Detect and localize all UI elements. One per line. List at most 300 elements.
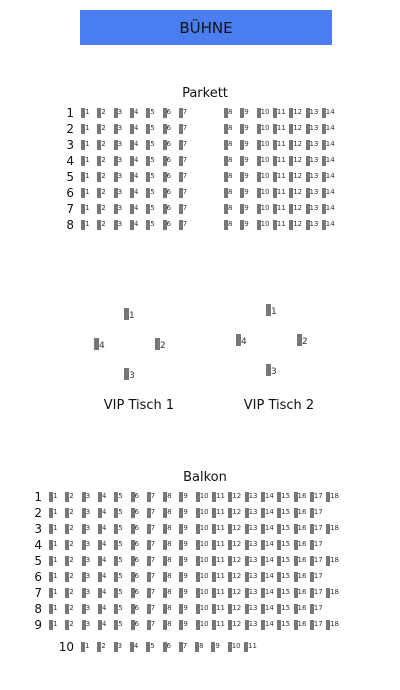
balkon-seat[interactable] — [163, 619, 175, 631]
balkon-seat[interactable] — [131, 523, 143, 535]
balkon-seat[interactable] — [212, 619, 224, 631]
balkon-seat[interactable] — [81, 641, 93, 653]
parkett-seat[interactable] — [322, 123, 334, 135]
balkon-seat[interactable] — [277, 523, 289, 535]
balkon-seat[interactable] — [65, 587, 77, 599]
balkon-seat[interactable] — [196, 603, 208, 615]
parkett-seat[interactable] — [163, 123, 175, 135]
parkett-seat[interactable] — [306, 171, 318, 183]
balkon-seat[interactable] — [49, 539, 61, 551]
balkon-seat[interactable] — [98, 587, 110, 599]
balkon-seat[interactable] — [131, 587, 143, 599]
parkett-seat[interactable] — [146, 107, 158, 119]
parkett-seat[interactable] — [114, 171, 126, 183]
parkett-seat[interactable] — [146, 203, 158, 215]
parkett-seat[interactable] — [306, 139, 318, 151]
balkon-seat[interactable] — [294, 571, 306, 583]
balkon-seat[interactable] — [212, 571, 224, 583]
parkett-row-label: 1 — [66, 106, 74, 120]
balkon-seat[interactable] — [98, 491, 110, 503]
parkett-seat[interactable] — [257, 203, 269, 215]
parkett-seat[interactable] — [130, 171, 142, 183]
balkon-seat[interactable] — [212, 587, 224, 599]
balkon-seat[interactable] — [326, 523, 338, 535]
parkett-seat[interactable] — [322, 155, 334, 167]
parkett-seat[interactable] — [306, 203, 318, 215]
balkon-seat[interactable] — [131, 619, 143, 631]
balkon-seat[interactable] — [65, 539, 77, 551]
balkon-seat[interactable] — [261, 507, 273, 519]
balkon-seat[interactable] — [82, 587, 94, 599]
balkon-seat[interactable] — [114, 539, 126, 551]
balkon-seat[interactable] — [179, 603, 191, 615]
balkon-seat[interactable] — [179, 641, 191, 653]
balkon-seat[interactable] — [310, 555, 322, 567]
balkon-seat[interactable] — [228, 619, 240, 631]
balkon-seat[interactable] — [82, 619, 94, 631]
parkett-seat[interactable] — [240, 155, 252, 167]
balkon-seat[interactable] — [228, 539, 240, 551]
seat-back-icon — [163, 508, 167, 518]
parkett-seat[interactable] — [114, 139, 126, 151]
vip-seat[interactable] — [155, 338, 171, 352]
seat-number: 17 — [313, 588, 323, 596]
balkon-seat[interactable] — [244, 641, 256, 653]
parkett-seat[interactable] — [240, 187, 252, 199]
balkon-seat[interactable] — [245, 491, 257, 503]
parkett-seat[interactable] — [322, 107, 334, 119]
parkett-seat[interactable] — [257, 171, 269, 183]
balkon-seat[interactable] — [196, 539, 208, 551]
balkon-seat[interactable] — [65, 491, 77, 503]
parkett-seat[interactable] — [97, 107, 109, 119]
balkon-seat[interactable] — [245, 507, 257, 519]
parkett-seat[interactable] — [179, 203, 191, 215]
seat-number: 9 — [244, 140, 249, 148]
parkett-seat[interactable] — [273, 171, 285, 183]
balkon-seat[interactable] — [310, 619, 322, 631]
balkon-seat[interactable] — [212, 603, 224, 615]
parkett-seat[interactable] — [257, 155, 269, 167]
parkett-seat[interactable] — [306, 187, 318, 199]
balkon-seat[interactable] — [294, 619, 306, 631]
balkon-seat[interactable] — [294, 523, 306, 535]
parkett-seat[interactable] — [97, 155, 109, 167]
balkon-seat[interactable] — [196, 619, 208, 631]
balkon-seat[interactable] — [98, 619, 110, 631]
parkett-seat[interactable] — [257, 107, 269, 119]
parkett-seat[interactable] — [322, 219, 334, 231]
parkett-seat[interactable] — [163, 219, 175, 231]
balkon-seat[interactable] — [114, 587, 126, 599]
parkett-seat[interactable] — [130, 187, 142, 199]
parkett-seat[interactable] — [289, 107, 301, 119]
balkon-seat[interactable] — [212, 523, 224, 535]
parkett-seat[interactable] — [81, 171, 93, 183]
parkett-seat[interactable] — [224, 187, 236, 199]
balkon-seat[interactable] — [147, 571, 159, 583]
parkett-seat[interactable] — [273, 123, 285, 135]
balkon-seat[interactable] — [82, 571, 94, 583]
balkon-seat[interactable] — [114, 641, 126, 653]
balkon-seat[interactable] — [245, 555, 257, 567]
parkett-seat[interactable] — [306, 107, 318, 119]
balkon-seat[interactable] — [196, 523, 208, 535]
parkett-seat[interactable] — [224, 155, 236, 167]
parkett-seat[interactable] — [163, 139, 175, 151]
seat-back-icon — [179, 604, 183, 614]
balkon-seat[interactable] — [147, 619, 159, 631]
parkett-seat[interactable] — [130, 219, 142, 231]
balkon-seat[interactable] — [261, 539, 273, 551]
balkon-seat[interactable] — [147, 555, 159, 567]
balkon-seat[interactable] — [147, 491, 159, 503]
seat-number: 18 — [330, 492, 340, 500]
balkon-seat[interactable] — [261, 619, 273, 631]
parkett-seat[interactable] — [163, 187, 175, 199]
balkon-seat[interactable] — [261, 491, 273, 503]
balkon-seat[interactable] — [245, 603, 257, 615]
balkon-seat[interactable] — [277, 603, 289, 615]
balkon-seat[interactable] — [196, 555, 208, 567]
balkon-seat[interactable] — [163, 641, 175, 653]
parkett-seat[interactable] — [322, 171, 334, 183]
balkon-seat[interactable] — [294, 603, 306, 615]
balkon-seat[interactable] — [196, 587, 208, 599]
balkon-seat[interactable] — [228, 491, 240, 503]
balkon-seat[interactable] — [163, 603, 175, 615]
balkon-seat[interactable] — [147, 587, 159, 599]
balkon-seat[interactable] — [147, 507, 159, 519]
balkon-seat[interactable] — [114, 603, 126, 615]
balkon-seat[interactable] — [82, 555, 94, 567]
parkett-seat[interactable] — [179, 171, 191, 183]
parkett-seat[interactable] — [273, 219, 285, 231]
balkon-seat[interactable] — [163, 539, 175, 551]
parkett-seat[interactable] — [240, 203, 252, 215]
parkett-seat[interactable] — [81, 219, 93, 231]
parkett-seat[interactable] — [240, 123, 252, 135]
balkon-seat[interactable] — [163, 507, 175, 519]
parkett-seat[interactable] — [97, 171, 109, 183]
parkett-seat[interactable] — [114, 123, 126, 135]
parkett-seat[interactable] — [289, 219, 301, 231]
balkon-seat[interactable] — [98, 523, 110, 535]
parkett-seat[interactable] — [114, 155, 126, 167]
balkon-seat[interactable] — [131, 603, 143, 615]
balkon-seat[interactable] — [65, 603, 77, 615]
balkon-seat[interactable] — [163, 491, 175, 503]
balkon-seat[interactable] — [261, 571, 273, 583]
parkett-seat[interactable] — [163, 203, 175, 215]
balkon-seat[interactable] — [131, 571, 143, 583]
balkon-seat[interactable] — [49, 603, 61, 615]
balkon-seat[interactable] — [82, 491, 94, 503]
balkon-seat[interactable] — [49, 619, 61, 631]
parkett-seat[interactable] — [97, 123, 109, 135]
balkon-seat[interactable] — [196, 571, 208, 583]
vip-seat[interactable] — [124, 368, 140, 382]
parkett-seat[interactable] — [273, 155, 285, 167]
seat-back-icon — [65, 572, 69, 582]
balkon-seat[interactable] — [49, 507, 61, 519]
parkett-seat[interactable] — [97, 139, 109, 151]
parkett-seat[interactable] — [130, 107, 142, 119]
balkon-seat[interactable] — [114, 507, 126, 519]
parkett-seat[interactable] — [257, 187, 269, 199]
balkon-seat[interactable] — [326, 587, 338, 599]
balkon-seat[interactable] — [212, 555, 224, 567]
balkon-seat[interactable] — [147, 523, 159, 535]
parkett-seat[interactable] — [179, 139, 191, 151]
balkon-seat[interactable] — [245, 587, 257, 599]
balkon-seat[interactable] — [49, 555, 61, 567]
balkon-seat[interactable] — [310, 491, 322, 503]
vip-seat[interactable] — [236, 334, 252, 348]
balkon-seat[interactable] — [228, 571, 240, 583]
balkon-seat[interactable] — [49, 571, 61, 583]
parkett-seat[interactable] — [273, 107, 285, 119]
parkett-seat[interactable] — [130, 123, 142, 135]
balkon-seat[interactable] — [98, 571, 110, 583]
balkon-seat[interactable] — [294, 507, 306, 519]
parkett-seat[interactable] — [146, 139, 158, 151]
balkon-seat[interactable] — [131, 555, 143, 567]
parkett-seat[interactable] — [163, 171, 175, 183]
parkett-seat[interactable] — [81, 187, 93, 199]
balkon-seat[interactable] — [196, 507, 208, 519]
balkon-seat[interactable] — [179, 507, 191, 519]
parkett-seat[interactable] — [240, 171, 252, 183]
parkett-seat[interactable] — [146, 171, 158, 183]
parkett-seat[interactable] — [146, 155, 158, 167]
parkett-seat[interactable] — [289, 203, 301, 215]
parkett-seat[interactable] — [130, 203, 142, 215]
balkon-seat[interactable] — [98, 603, 110, 615]
parkett-seat[interactable] — [81, 203, 93, 215]
parkett-seat[interactable] — [146, 123, 158, 135]
seat-number: 3 — [117, 220, 123, 228]
balkon-seat[interactable] — [294, 491, 306, 503]
balkon-seat[interactable] — [310, 523, 322, 535]
parkett-seat[interactable] — [81, 123, 93, 135]
parkett-seat[interactable] — [240, 139, 252, 151]
balkon-seat[interactable] — [163, 523, 175, 535]
balkon-seat[interactable] — [261, 587, 273, 599]
parkett-seat[interactable] — [97, 187, 109, 199]
parkett-seat[interactable] — [224, 139, 236, 151]
parkett-seat[interactable] — [240, 107, 252, 119]
balkon-seat[interactable] — [245, 523, 257, 535]
balkon-seat[interactable] — [114, 571, 126, 583]
balkon-seat[interactable] — [49, 491, 61, 503]
balkon-seat[interactable] — [277, 507, 289, 519]
vip-seat[interactable] — [266, 304, 282, 318]
parkett-seat[interactable] — [130, 155, 142, 167]
balkon-seat[interactable] — [277, 539, 289, 551]
parkett-seat[interactable] — [114, 107, 126, 119]
vip-seat[interactable] — [297, 334, 313, 348]
balkon-seat[interactable] — [196, 491, 208, 503]
balkon-seat[interactable] — [179, 571, 191, 583]
parkett-seat[interactable] — [240, 219, 252, 231]
balkon-seat[interactable] — [179, 523, 191, 535]
balkon-seat[interactable] — [146, 641, 158, 653]
balkon-seat[interactable] — [326, 555, 338, 567]
balkon-seat[interactable] — [294, 587, 306, 599]
balkon-seat[interactable] — [179, 539, 191, 551]
balkon-seat[interactable] — [310, 539, 322, 551]
parkett-seat[interactable] — [146, 219, 158, 231]
balkon-seat[interactable] — [98, 539, 110, 551]
balkon-seat[interactable] — [212, 491, 224, 503]
balkon-seat[interactable] — [179, 555, 191, 567]
balkon-seat[interactable] — [65, 571, 77, 583]
parkett-seat[interactable] — [97, 219, 109, 231]
parkett-seat[interactable] — [224, 123, 236, 135]
balkon-seat[interactable] — [277, 491, 289, 503]
parkett-seat[interactable] — [289, 155, 301, 167]
balkon-seat[interactable] — [228, 507, 240, 519]
balkon-seat[interactable] — [49, 587, 61, 599]
parkett-seat[interactable] — [289, 139, 301, 151]
balkon-seat[interactable] — [114, 619, 126, 631]
balkon-seat[interactable] — [261, 523, 273, 535]
vip-seat[interactable] — [94, 338, 110, 352]
balkon-seat[interactable] — [310, 507, 322, 519]
parkett-seat[interactable] — [81, 107, 93, 119]
parkett-seat[interactable] — [114, 219, 126, 231]
parkett-seat[interactable] — [289, 187, 301, 199]
balkon-seat[interactable] — [294, 539, 306, 551]
parkett-seat[interactable] — [322, 187, 334, 199]
balkon-seat[interactable] — [245, 571, 257, 583]
parkett-seat[interactable] — [273, 203, 285, 215]
balkon-seat[interactable] — [245, 619, 257, 631]
balkon-seat[interactable] — [277, 619, 289, 631]
balkon-seat[interactable] — [228, 523, 240, 535]
parkett-seat[interactable] — [179, 187, 191, 199]
balkon-seat[interactable] — [163, 587, 175, 599]
balkon-seat[interactable] — [82, 507, 94, 519]
parkett-seat[interactable] — [257, 219, 269, 231]
parkett-seat[interactable] — [146, 187, 158, 199]
balkon-seat[interactable] — [97, 641, 109, 653]
balkon-seat[interactable] — [179, 619, 191, 631]
balkon-seat[interactable] — [326, 619, 338, 631]
balkon-seat[interactable] — [310, 603, 322, 615]
balkon-seat[interactable] — [310, 587, 322, 599]
parkett-seat[interactable] — [322, 139, 334, 151]
balkon-seat[interactable] — [98, 507, 110, 519]
parkett-seat[interactable] — [97, 203, 109, 215]
balkon-seat[interactable] — [228, 641, 240, 653]
parkett-seat[interactable] — [257, 139, 269, 151]
parkett-seat[interactable] — [224, 107, 236, 119]
parkett-seat[interactable] — [224, 219, 236, 231]
parkett-seat[interactable] — [163, 155, 175, 167]
balkon-seat[interactable] — [147, 603, 159, 615]
parkett-seat[interactable] — [179, 123, 191, 135]
parkett-seat[interactable] — [273, 187, 285, 199]
parkett-seat[interactable] — [257, 123, 269, 135]
balkon-seat[interactable] — [245, 539, 257, 551]
balkon-seat[interactable] — [195, 641, 207, 653]
parkett-seat[interactable] — [179, 155, 191, 167]
balkon-seat[interactable] — [114, 523, 126, 535]
parkett-seat[interactable] — [179, 107, 191, 119]
balkon-seat[interactable] — [82, 539, 94, 551]
balkon-seat[interactable] — [212, 539, 224, 551]
balkon-seat[interactable] — [131, 507, 143, 519]
parkett-seat[interactable] — [81, 155, 93, 167]
seat-back-icon — [65, 556, 69, 566]
parkett-seat[interactable] — [289, 171, 301, 183]
parkett-seat[interactable] — [130, 139, 142, 151]
parkett-seat[interactable] — [114, 187, 126, 199]
parkett-seat[interactable] — [114, 203, 126, 215]
balkon-seat[interactable] — [114, 491, 126, 503]
balkon-seat[interactable] — [179, 491, 191, 503]
balkon-seat[interactable] — [82, 603, 94, 615]
balkon-seat[interactable] — [294, 555, 306, 567]
balkon-seat[interactable] — [310, 571, 322, 583]
seat-number: 16 — [297, 588, 307, 596]
balkon-seat[interactable] — [163, 555, 175, 567]
balkon-seat[interactable] — [49, 523, 61, 535]
balkon-seat[interactable] — [228, 603, 240, 615]
parkett-seat[interactable] — [273, 139, 285, 151]
parkett-seat[interactable] — [163, 107, 175, 119]
balkon-seat[interactable] — [130, 641, 142, 653]
parkett-seat[interactable] — [179, 219, 191, 231]
balkon-seat[interactable] — [277, 571, 289, 583]
vip-seat[interactable] — [266, 364, 282, 378]
balkon-seat[interactable] — [261, 555, 273, 567]
balkon-seat[interactable] — [147, 539, 159, 551]
balkon-seat[interactable] — [212, 507, 224, 519]
balkon-seat[interactable] — [326, 491, 338, 503]
balkon-seat[interactable] — [277, 555, 289, 567]
balkon-seat[interactable] — [65, 523, 77, 535]
balkon-seat[interactable] — [179, 587, 191, 599]
parkett-seat[interactable] — [306, 155, 318, 167]
balkon-seat[interactable] — [82, 523, 94, 535]
balkon-seat[interactable] — [261, 603, 273, 615]
balkon-seat[interactable] — [131, 539, 143, 551]
balkon-seat[interactable] — [211, 641, 223, 653]
vip-seat[interactable] — [124, 308, 140, 322]
balkon-seat[interactable] — [98, 555, 110, 567]
parkett-seat[interactable] — [224, 171, 236, 183]
balkon-seat[interactable] — [277, 587, 289, 599]
seat-number: 15 — [281, 572, 291, 580]
balkon-seat[interactable] — [228, 555, 240, 567]
balkon-seat[interactable] — [114, 555, 126, 567]
parkett-seat[interactable] — [306, 219, 318, 231]
balkon-seat[interactable] — [163, 571, 175, 583]
balkon-seat[interactable] — [65, 619, 77, 631]
parkett-seat[interactable] — [224, 203, 236, 215]
parkett-seat[interactable] — [306, 123, 318, 135]
parkett-seat[interactable] — [81, 139, 93, 151]
balkon-seat[interactable] — [65, 555, 77, 567]
balkon-seat[interactable] — [65, 507, 77, 519]
balkon-seat[interactable] — [131, 491, 143, 503]
balkon-seat[interactable] — [228, 587, 240, 599]
parkett-seat[interactable] — [322, 203, 334, 215]
parkett-seat[interactable] — [289, 123, 301, 135]
